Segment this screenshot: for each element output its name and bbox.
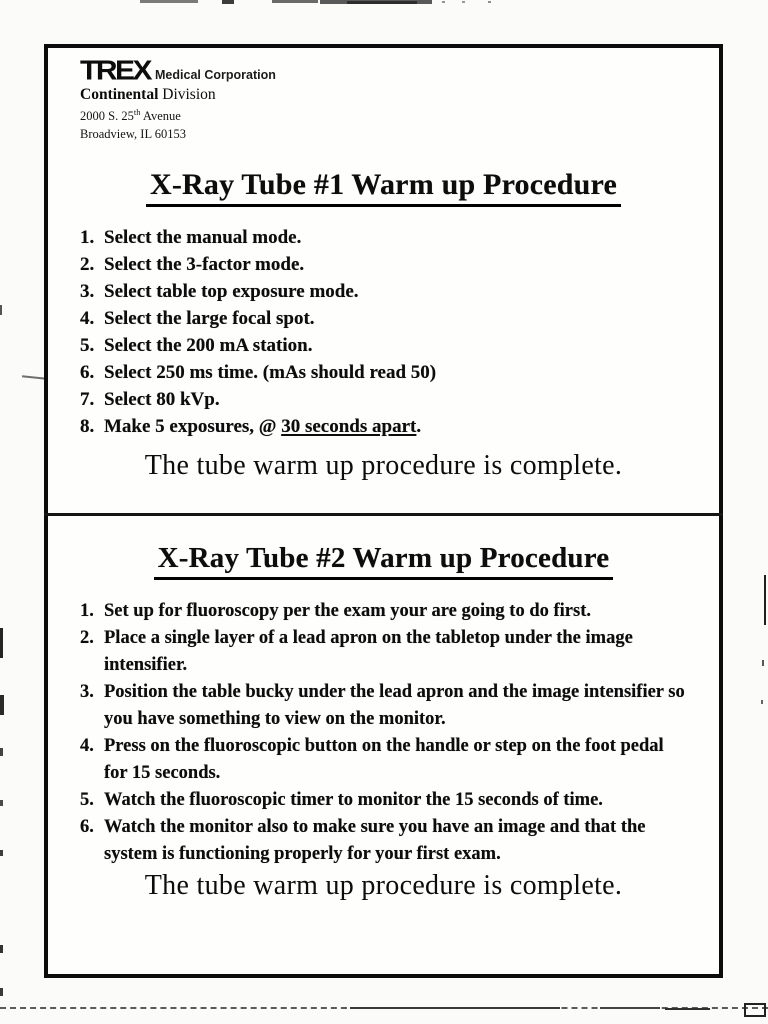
procedure1-title: X-Ray Tube #1 Warm up Procedure <box>48 168 719 207</box>
scan-artifact <box>350 1007 560 1009</box>
procedure-step <box>80 814 685 868</box>
step-text: Select the manual mode. <box>104 227 302 248</box>
division-line: Continental Division <box>80 86 216 103</box>
step-number: 6. <box>80 362 95 383</box>
scan-artifact <box>272 0 318 3</box>
procedure-step <box>80 251 685 278</box>
scan-artifact <box>600 1007 660 1009</box>
procedure2-complete-line: The tube warm up procedure is complete. <box>144 870 623 901</box>
step-text: Select the 200 mA station. <box>104 335 313 356</box>
step-text: Select table top exposure mode. <box>104 281 359 302</box>
scan-artifact <box>0 850 3 856</box>
step-text: Watch the fluoroscopic timer to monitor the 15 seconds of time. <box>104 790 603 810</box>
procedure-step <box>80 413 685 440</box>
procedure-step <box>80 598 685 625</box>
scan-artifact <box>762 660 764 666</box>
procedure-step <box>80 625 685 679</box>
procedure-step <box>80 733 685 787</box>
step-number: 3. <box>80 281 95 302</box>
step-number: 7. <box>80 389 95 410</box>
step-number: 2. <box>80 254 95 275</box>
procedure-step <box>80 278 685 305</box>
address-city: Broadview, IL 60153 <box>80 127 186 142</box>
step-number: 4. <box>80 308 95 329</box>
scan-artifact <box>347 1 417 4</box>
scan-artifact <box>0 800 3 806</box>
procedure2-title: X-Ray Tube #2 Warm up Procedure <box>48 542 719 580</box>
procedure-step <box>80 787 685 814</box>
step-text: Select the 3-factor mode. <box>104 254 305 275</box>
step-text: Select the large focal spot. <box>104 308 315 329</box>
step-number: 5. <box>80 335 95 356</box>
step-number: 3. <box>80 682 94 702</box>
step-text: Set up for fluoroscopy per the exam your are going to do first. <box>104 601 591 621</box>
scan-artifact <box>665 1008 710 1010</box>
scan-artifact <box>462 1 465 3</box>
procedure-step <box>80 359 685 386</box>
letterhead <box>80 57 276 142</box>
address-street: 2000 S. 25th Avenue <box>80 107 181 124</box>
step-text: Watch the monitor also to make sure you have an image and that the system is functioning properly for your first exam. <box>104 817 646 864</box>
step-number: 5. <box>80 790 94 810</box>
step-number: 4. <box>80 736 94 756</box>
scan-artifact <box>222 0 234 4</box>
step-number: 8. <box>80 416 95 437</box>
step-text: Place a single layer of a lead apron on the tabletop under the image intensifier. <box>104 628 633 675</box>
step-text: Select 80 kVp. <box>104 389 220 410</box>
step-text: Select 250 ms time. (mAs should read 50) <box>104 362 437 383</box>
scan-artifact <box>761 700 763 704</box>
scan-artifact <box>764 575 766 625</box>
procedure-step <box>80 224 685 251</box>
step-number: 6. <box>80 817 94 837</box>
procedure2-steps <box>80 598 685 868</box>
logo-tagline: Medical Corporation <box>155 68 276 82</box>
document-page <box>44 44 723 978</box>
scan-artifact <box>442 1 445 3</box>
scan-artifact <box>488 1 491 3</box>
procedure-step <box>80 679 685 733</box>
step-text: Make 5 exposures, @ 30 seconds apart. <box>104 416 422 437</box>
procedure-step <box>80 386 685 413</box>
procedure-step <box>80 332 685 359</box>
scan-artifact <box>0 695 4 715</box>
scan-artifact <box>0 628 3 658</box>
step-text: Press on the fluoroscopic button on the handle or step on the foot pedal for 15 seconds. <box>104 736 664 783</box>
section-divider <box>44 513 723 516</box>
step-number: 1. <box>80 227 95 248</box>
scan-artifact <box>0 748 3 756</box>
step-number: 1. <box>80 601 94 621</box>
step-number: 2. <box>80 628 94 648</box>
procedure-step <box>80 305 685 332</box>
trex-logo: TREX <box>80 55 151 86</box>
procedure1-steps <box>80 224 685 440</box>
scan-artifact <box>744 1003 766 1017</box>
scan-artifact <box>140 0 198 3</box>
scan-artifact <box>0 988 3 996</box>
procedure1-complete-line: The tube warm up procedure is complete. <box>144 450 623 481</box>
step-text: Position the table bucky under the lead apron and the image intensifier so you have something to view on the monitor. <box>104 682 685 729</box>
scan-artifact <box>0 305 2 315</box>
scan-artifact <box>0 945 3 953</box>
